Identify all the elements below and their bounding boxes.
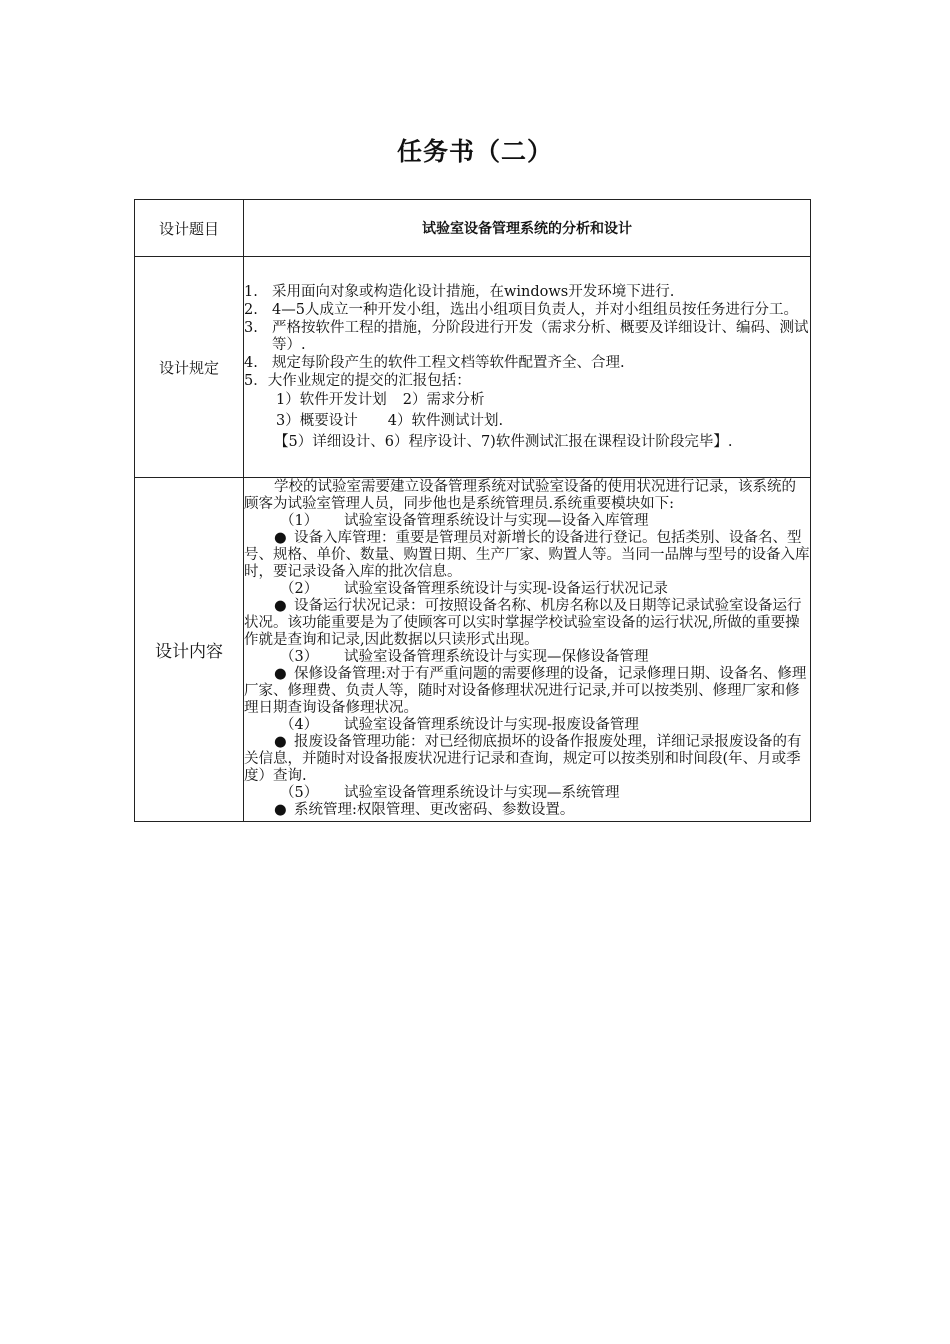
- rule-text: 采用面向对象或构造化设计措施，在windows开发环境下进行.: [272, 283, 675, 300]
- rule-number: 4.: [244, 354, 258, 371]
- content-label: 设计内容: [135, 478, 244, 822]
- rule-item: [244, 355, 810, 372]
- document-title: 任务书（二）: [396, 137, 553, 166]
- deliverable: 3）概要设计: [276, 412, 358, 429]
- module-desc: [244, 530, 810, 581]
- module-heading: [244, 581, 810, 598]
- bullet-icon: ●: [274, 802, 287, 818]
- module-number: （2）: [280, 581, 319, 597]
- content-cell: [244, 478, 811, 822]
- rule-item: [244, 320, 810, 354]
- topic-label: 设计题目: [135, 200, 244, 257]
- deliverables-line-2: [244, 413, 810, 430]
- rule-item: [244, 284, 810, 301]
- task-table: [134, 199, 811, 822]
- module-desc-text: 设备入库管理：重要是管理员对新增长的设备进行登记。包括类别、设备名、型号、规格、单价、数量、购置日期、生产厂家、购置人等。当同一品牌与型号的设备入库时，要记录设备入库的批次信息。: [244, 530, 810, 580]
- module-desc: [244, 666, 810, 717]
- module-desc: [244, 734, 810, 785]
- deliverable: 2）需求分析: [402, 391, 485, 408]
- rule-number: 2.: [244, 301, 258, 318]
- module-title: 试验室设备管理系统设计与实现—系统管理: [344, 785, 620, 801]
- module-title: 试验室设备管理系统设计与实现—设备入库管理: [344, 513, 649, 529]
- deliverable: 1）软件开发计划: [276, 391, 387, 408]
- rule-5: 5．大作业规定的提交的汇报包括：: [244, 372, 471, 389]
- deliverable: 4）软件测试计划.: [387, 412, 504, 429]
- module-heading: [244, 785, 810, 802]
- module-heading: [244, 717, 810, 734]
- module-desc-text: 设备运行状况记录：可按照设备名称、机房名称以及日期等记录试验室设备运行状况。该功能重要是为了使顾客可以实时掌握学校试验室设备的运行状况,所做的重要操作就是查询和记录,因此数据以只读形式出现。: [244, 598, 802, 648]
- deliverables-note: 【5）详细设计、6）程序设计、7)软件测试汇报在课程设计阶段完毕】.: [274, 433, 733, 450]
- deliverables-line-1: [244, 392, 810, 409]
- bullet-icon: ●: [274, 734, 287, 750]
- rules-label: 设计规定: [135, 257, 244, 478]
- module-title: 试验室设备管理系统设计与实现-报废设备管理: [344, 717, 639, 733]
- bullet-icon: ●: [274, 598, 287, 614]
- module-title: 试验室设备管理系统设计与实现—保修设备管理: [344, 649, 649, 665]
- rule-text: 严格按软件工程的措施，分阶段进行开发（需求分析、概要及详细设计、编码、测试等）.: [272, 319, 809, 353]
- rule-number: 3.: [244, 319, 258, 336]
- module-desc-text: 报废设备管理功能：对已经彻底损坏的设备作报废处理，详细记录报废设备的有关信息，并随时对设备报废状况进行记录和查询，规定可以按类别和时间段(年、月或季度）查询.: [244, 734, 802, 784]
- rule-number: 1.: [244, 283, 258, 300]
- content-intro: 学校的试验室需要建立设备管理系统对试验室设备的使用状况进行记录，该系统的顾客为试验室管理人员，同步他也是系统管理员.系统重要模块如下:: [244, 479, 796, 512]
- rule-text: 规定每阶段产生的软件工程文档等软件配置齐全、合理.: [272, 354, 625, 371]
- module-desc: [244, 802, 810, 819]
- topic-row: [135, 200, 811, 257]
- rule-item: [244, 302, 810, 319]
- module-number: （4）: [280, 717, 319, 733]
- rule-text: 4—5人成立一种开发小组，选出小组项目负责人，并对小组组员按任务进行分工。: [272, 301, 798, 318]
- module-heading: [244, 513, 810, 530]
- bullet-icon: ●: [274, 530, 287, 546]
- module-title: 试验室设备管理系统设计与实现-设备运行状况记录: [344, 581, 668, 597]
- module-heading: [244, 649, 810, 666]
- module-desc-text: 保修设备管理:对于有严重问题的需要修理的设备，记录修理日期、设备名、修理厂家、修理费、负责人等，随时对设备修理状况进行记录,并可以按类别、修理厂家和修理日期查询设备修理状况。: [244, 666, 807, 716]
- rules-row: [135, 257, 811, 478]
- bullet-icon: ●: [274, 666, 287, 682]
- rules-cell: [244, 257, 811, 478]
- topic-value: 试验室设备管理系统的分析和设计: [244, 200, 811, 257]
- module-number: （1）: [280, 513, 319, 529]
- content-row: [135, 478, 811, 822]
- module-desc-text: 系统管理:权限管理、更改密码、参数设置。: [294, 802, 575, 818]
- module-number: （3）: [280, 649, 319, 665]
- module-desc: [244, 598, 810, 649]
- module-number: （5）: [280, 785, 319, 801]
